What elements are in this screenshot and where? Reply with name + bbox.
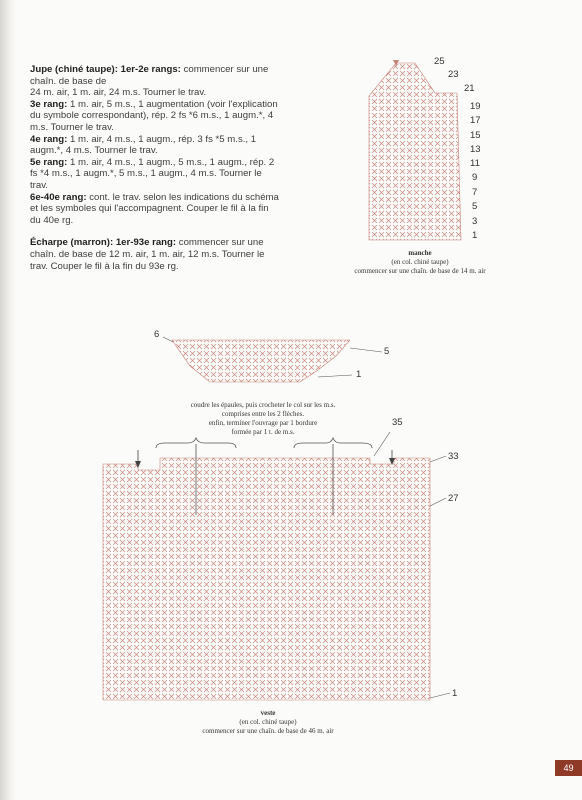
sleeve-row-13: 13 <box>470 144 481 155</box>
veste-label-33: 33 <box>448 451 459 462</box>
veste-leader-33 <box>430 456 446 462</box>
sleeve-row-15: 15 <box>470 130 481 141</box>
jupe-row-5-text: 1 m. air, 4 m.s., 1 augm., 5 m.s., 1 augm., rép. 2 fs *4 m.s., 1 augm.*, 5 m.s., 1 augm., 4 m.s. Tourner le trav. <box>30 156 275 191</box>
sleeve-row-25: 25 <box>434 56 445 67</box>
echarpe-rows-text: commencer sur une chaîn. de base de 12 m. air, 1 m. air, 12 m.s. Tourner le trav. Couper le fil à la fin du 93e rg. <box>30 237 265 272</box>
sleeve-row-11: 11 <box>470 158 480 169</box>
sleeve-caption-line2: commencer sur une chaîn. de base de 14 m. air <box>354 267 486 275</box>
collar-label-6: 6 <box>154 329 160 340</box>
collar-caption-line4: formée par 1 t. de m.s. <box>231 428 295 436</box>
collar-leader-1 <box>318 375 352 377</box>
jupe-rows-6-40-text: cont. le trav. selon les indications du schéma et les symboles qui l'accompagnent. Couper le fil à la fin du 40e rg. <box>30 191 279 226</box>
sleeve-caption-line1: (en col. chiné taupe) <box>391 258 449 266</box>
sleeve-row-23: 23 <box>448 69 459 80</box>
veste-caption-line2: commencer sur une chaîn. de base de 46 m. air <box>202 727 334 735</box>
sleeve-chart <box>369 60 461 240</box>
sleeve-row-17: 17 <box>470 115 481 126</box>
collar-label-1: 1 <box>356 369 362 380</box>
collar-caption <box>150 401 376 437</box>
sleeve-row-21: 21 <box>464 83 475 94</box>
collar-leader-6 <box>163 337 173 342</box>
jupe-row-4-label: 4e rang: <box>30 133 68 145</box>
collar-leader-5 <box>350 348 382 352</box>
echarpe-rows-label: 1er-93e rang: <box>115 237 177 249</box>
veste-label-35: 35 <box>392 417 403 428</box>
sleeve-row-1: 1 <box>472 230 478 241</box>
sleeve-row-7: 7 <box>472 187 478 198</box>
veste-caption-line1: (en col. chiné taupe) <box>239 718 297 726</box>
echarpe-title: Écharpe (marron): <box>30 237 114 249</box>
sleeve-caption <box>340 249 500 276</box>
sleeve-row-3: 3 <box>472 216 478 227</box>
jupe-row-3-text: 1 m. air, 5 m.s., 1 augmentation (voir l'explication du symbole correspondant), rép. 2 fs *6 m.s., 1 augm.*, 4 m.s. Tourner le trav. <box>30 98 278 133</box>
veste-chart <box>103 432 450 700</box>
page-number: 49 <box>555 760 582 776</box>
jupe-rows-6-40-label: 6e-40e rang: <box>30 191 87 203</box>
sleeve-title: manche <box>408 249 432 257</box>
veste-leader-1 <box>430 693 450 698</box>
sleeve-row-5: 5 <box>472 201 478 212</box>
jupe-rows-1-2-line2: 24 m. air, 1 m. air, 24 m.s. Tourner le trav. <box>30 87 207 99</box>
jupe-row-3-label: 3e rang: <box>30 98 68 110</box>
jupe-rows-1-2-text: commencer sur une chaîn. de base de <box>30 64 269 87</box>
collar-caption-line3: enfin, terminer l'ouvrage par 1 bordure <box>208 419 318 427</box>
jupe-row-5-label: 5e rang: <box>30 156 68 168</box>
jupe-title: Jupe (chiné taupe): <box>30 64 118 75</box>
veste-title: veste <box>260 709 276 717</box>
veste-leader-35 <box>374 432 390 456</box>
collar-caption-line1: coudre les épaules, puis crocheter le col sur les m.s. <box>190 401 336 409</box>
veste-leader-27 <box>430 498 446 506</box>
jupe-row-4-text: 1 m. air, 4 m.s., 1 augm., rép. 3 fs *5 m.s., 1 augm.*, 4 m.s. Tourner le trav. <box>30 133 257 157</box>
sleeve-row-9: 9 <box>472 172 478 183</box>
sleeve-row-19: 19 <box>470 101 481 112</box>
veste-caption <box>183 709 353 736</box>
veste-label-27: 27 <box>448 493 459 504</box>
collar-chart <box>163 337 382 382</box>
veste-label-1: 1 <box>452 688 458 699</box>
collar-caption-line2: comprises entre les 2 flèches. <box>221 410 305 418</box>
collar-label-5: 5 <box>384 346 390 357</box>
jupe-rows-1-2-label: 1er-2e rangs: <box>120 64 181 75</box>
